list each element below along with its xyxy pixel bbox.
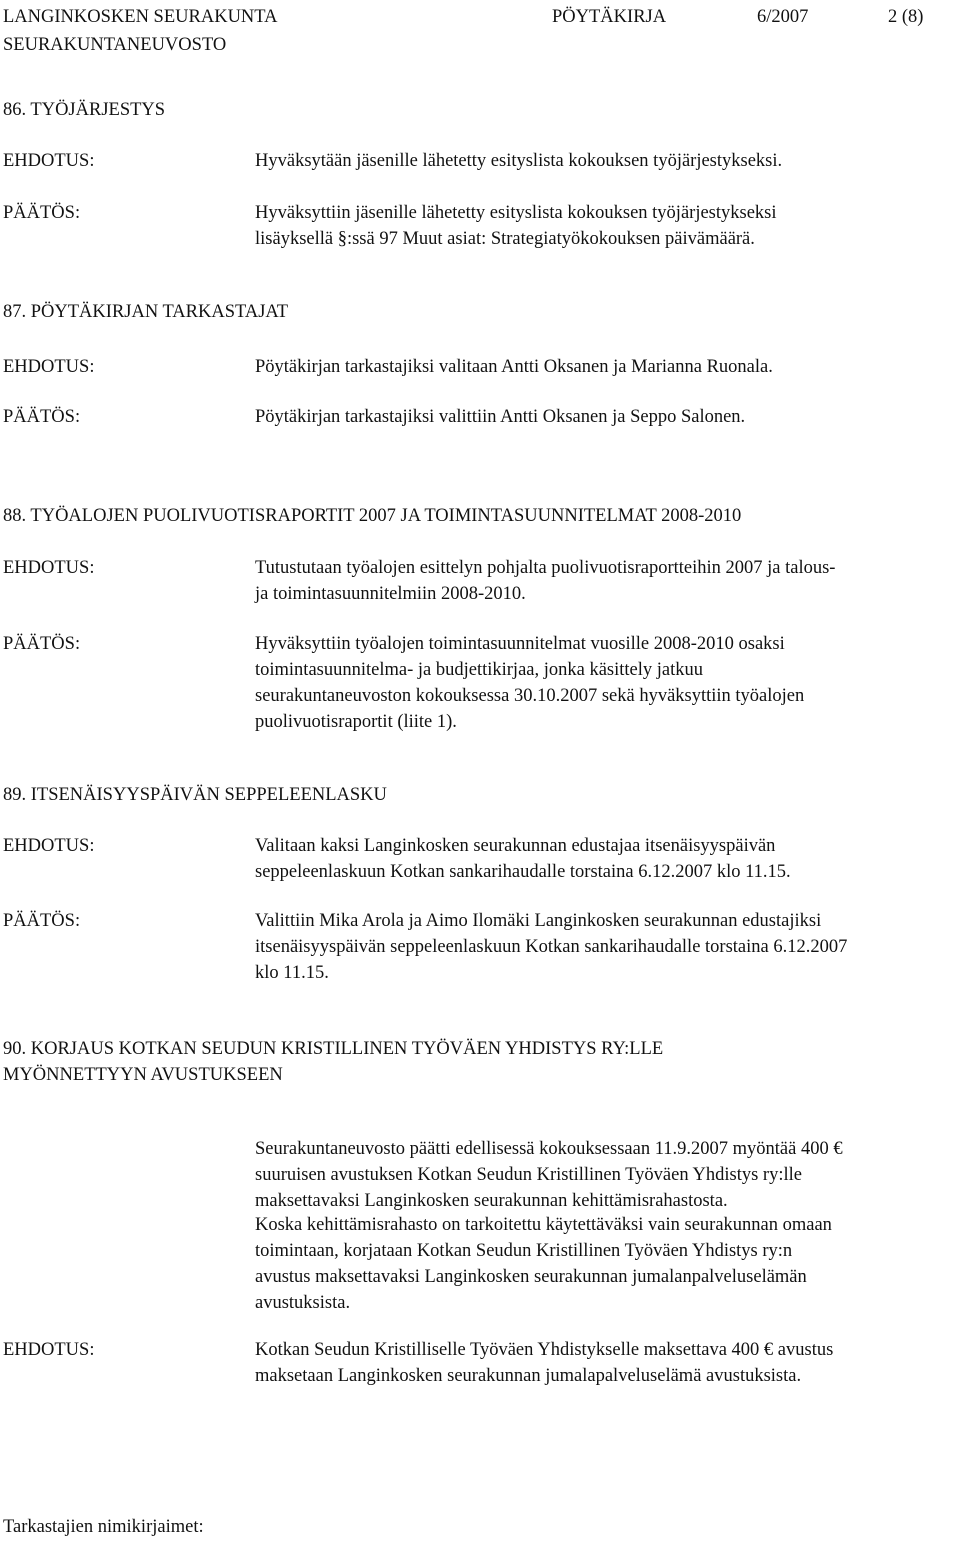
text-line: seppeleenlaskuun Kotkan sankarihaudalle torstaina 6.12.2007 klo 11.15. [255,862,791,882]
section-88-heading: 88. TYÖALOJEN PUOLIVUOTISRAPORTIT 2007 JA TOIMINTASUUNNITELMAT 2008-2010 [3,506,742,526]
section-86-heading: 86. TYÖJÄRJESTYS [3,100,166,120]
header-number: 6/2007 [757,7,809,27]
section-87-decision-text [255,404,955,430]
header-body: SEURAKUNTANEUVOSTO [3,35,227,55]
section-89-heading: 89. ITSENÄISYYSPÄIVÄN SEPPELEENLASKU [3,785,387,805]
text-line: Seurakuntaneuvosto päätti edellisessä kokouksessaan 11.9.2007 myöntää 400 € [255,1139,843,1159]
section-88-proposal-label: EHDOTUS: [3,558,95,578]
text-line: toimintasuunnitelma- ja budjettikirjaa, jonka käsittely jatkuu [255,660,704,680]
header-page: 2 (8) [888,7,924,27]
section-90-proposal-label: EHDOTUS: [3,1340,95,1360]
section-90-heading [3,1036,663,1088]
text-line: klo 11.15. [255,963,329,983]
text-line: itsenäisyyspäivän seppeleenlaskuun Kotkan sankarihaudalle torstaina 6.12.2007 [255,937,848,957]
text-line: Valitaan kaksi Langinkosken seurakunnan edustajaa itsenäisyyspäivän [255,836,776,856]
section-88-proposal-text [255,555,955,607]
text-line: Hyväksyttiin työalojen toimintasuunnitelmat vuosille 2008-2010 osaksi [255,634,785,654]
text-line: maksetaan Langinkosken seurakunnan jumalapalveluselämä avustuksista. [255,1366,802,1386]
text-line: Kotkan Seudun Kristilliselle Työväen Yhdistykselle maksettava 400 € avustus [255,1340,834,1360]
section-88-decision-label: PÄÄTÖS: [3,634,81,654]
section-89-proposal-label: EHDOTUS: [3,836,95,856]
section-89-proposal-text [255,833,955,885]
text-line: avustus maksettavaksi Langinkosken seurakunnan jumalanpalveluselämän [255,1267,807,1287]
header-org: LANGINKOSKEN SEURAKUNTA [3,7,278,27]
text-line: Pöytäkirjan tarkastajiksi valittiin Antti Oksanen ja Seppo Salonen. [255,407,746,427]
section-89-decision-label: PÄÄTÖS: [3,911,81,931]
text-line: seurakuntaneuvoston kokouksessa 30.10.2007 sekä hyväksyttiin työalojen [255,686,805,706]
text-line: lisäyksellä §:ssä 97 Muut asiat: Strategiatyökokouksen päivämäärä. [255,229,755,249]
section-86-proposal-text [255,148,955,174]
text-line: Pöytäkirjan tarkastajiksi valitaan Antti Oksanen ja Marianna Ruonala. [255,357,773,377]
heading-line: MYÖNNETTYYN AVUSTUKSEEN [3,1065,283,1085]
text-line: puolivuotisraportit (liite 1). [255,712,457,732]
section-86-proposal-label: EHDOTUS: [3,151,95,171]
text-line: Hyväksytään jäsenille lähetetty esityslista kokouksen työjärjestykseksi. [255,151,783,171]
text-line: avustuksista. [255,1293,351,1313]
header-doc-type: PÖYTÄKIRJA [552,7,667,27]
text-line: maksettavaksi Langinkosken seurakunnan kehittämisrahastosta. [255,1191,728,1211]
section-86-decision-text [255,200,955,252]
section-89-decision-text [255,908,955,986]
section-86-decision-label: PÄÄTÖS: [3,203,81,223]
text-line: Hyväksyttiin jäsenille lähetetty esityslista kokouksen työjärjestykseksi [255,203,777,223]
section-90-paragraph-1 [255,1136,955,1214]
text-line: Valittiin Mika Arola ja Aimo Ilomäki Langinkosken seurakunnan edustajiksi [255,911,822,931]
section-87-decision-label: PÄÄTÖS: [3,407,81,427]
text-line: ja toimintasuunnitelmiin 2008-2010. [255,584,526,604]
signatures-label: Tarkastajien nimikirjaimet: [3,1517,204,1537]
section-88-decision-text [255,631,955,735]
text-line: toimintaan, korjataan Kotkan Seudun Kristillinen Työväen Yhdistys ry:n [255,1241,793,1261]
section-90-paragraph-2 [255,1212,955,1316]
section-87-heading: 87. PÖYTÄKIRJAN TARKASTAJAT [3,302,289,322]
section-87-proposal-label: EHDOTUS: [3,357,95,377]
text-line: Tutustutaan työalojen esittelyn pohjalta puolivuotisraportteihin 2007 ja talous- [255,558,836,578]
section-90-proposal-text [255,1337,955,1389]
heading-line: 90. KORJAUS KOTKAN SEUDUN KRISTILLINEN TYÖVÄEN YHDISTYS RY:LLE [3,1039,664,1059]
section-87-proposal-text [255,354,955,380]
text-line: suuruisen avustuksen Kotkan Seudun Kristillinen Työväen Yhdistys ry:lle [255,1165,802,1185]
text-line: Koska kehittämisrahasto on tarkoitettu käytettäväksi vain seurakunnan omaan [255,1215,832,1235]
